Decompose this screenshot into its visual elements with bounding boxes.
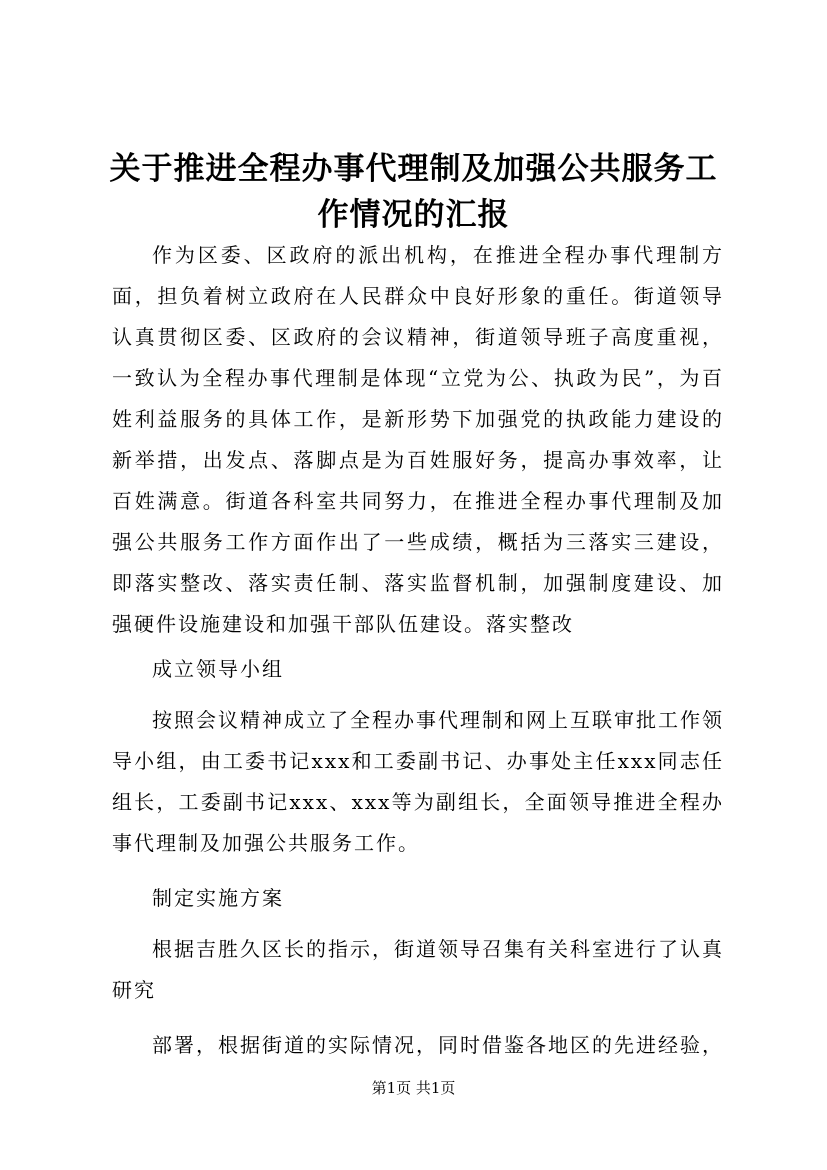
paragraph-deployment: 部署，根据街道的实际情况，同时借鉴各地区的先进经验， (152, 1033, 724, 1057)
paragraph-intro: 作为区委、区政府的派出机构，在推进全程办事代理制方面，担负着树立政府在人民群众中良好形象的重任。街道领导认真贯彻区委、区政府的会议精神，街道领导班子高度重视，一致认为全程办事代理制是体现“立党为公、执政为民”，为百姓利益服务的具体工作，是新形势下加强党的执政能力建设的新举措，出发点、落脚点是为百姓服好务，提高办事效率，让百姓满意。街道各科室共同努力，在推进全程办事代理制及加强公共服务工作方面作出了一些成绩，概括为三落实三建设，即落实整改、落实责任制、落实监督机制，加强制度建设、加强硬件设施建设和加强干部队伍建设。落实整改 (112, 243, 724, 636)
paragraph-leadership-group: 按照会议精神成立了全程办事代理制和网上互联审批工作领导小组，由工委书记xxx和工委副书记、办事处主任xxx同志任组长，工委副书记xxx、xxx等为副组长，全面领导推进全程办事代理制及加强公共服务工作。 (112, 708, 724, 855)
paragraph-research: 根据吉胜久区长的指示，街道领导召集有关科室进行了认真研究 (112, 937, 724, 1002)
document-body (112, 235, 724, 1070)
section-heading-leadership-group: 成立领导小组 (152, 657, 284, 681)
page-footer: 第1页 共1页 (371, 1079, 456, 1097)
section-heading-implementation-plan: 制定实施方案 (152, 886, 284, 910)
document-title: 关于推进全程办事代理制及加强公共服务工作情况的汇报 (109, 151, 718, 233)
